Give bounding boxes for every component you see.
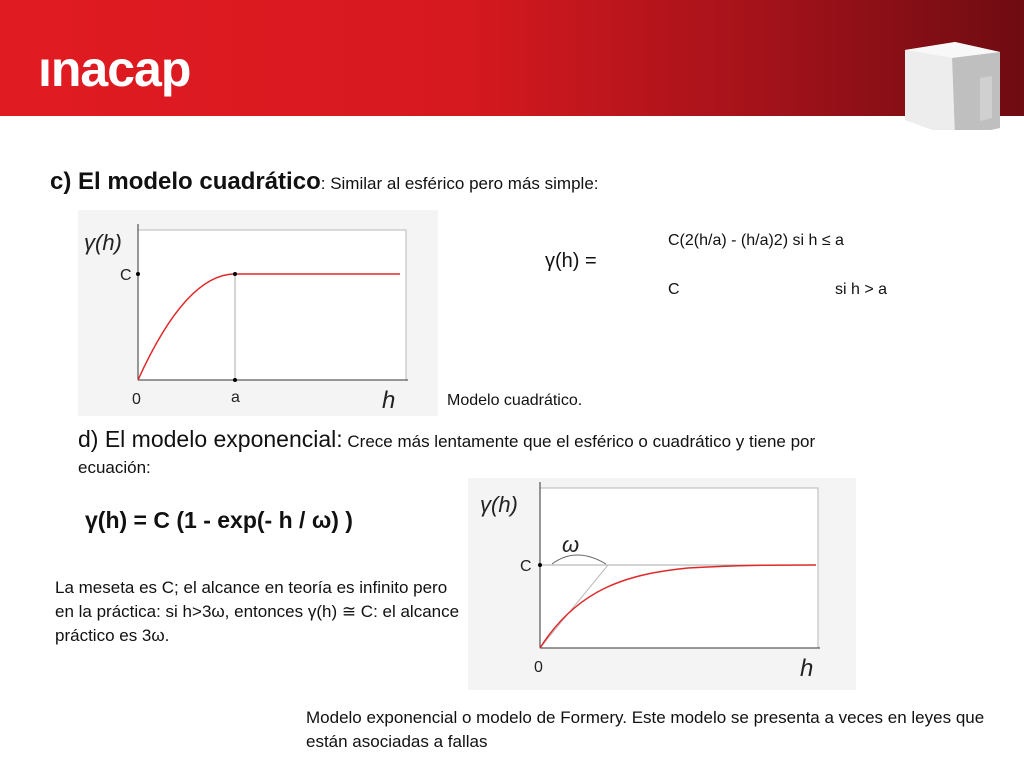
section-d-heading (78, 426, 815, 453)
origin-label: 0 (534, 659, 543, 676)
x-axis-label: h (382, 387, 396, 414)
quadratic-model-graph (78, 210, 438, 416)
exponential-caption: Modelo exponencial o modelo de Formery. Este modelo se presenta a veces en leyes que están asociadas a fallas (306, 708, 985, 751)
omega-label: ω (562, 532, 580, 557)
section-d-description: Crece más lentamente que el esférico o cuadrático y tiene por (342, 432, 816, 451)
a-axis-marker (233, 378, 237, 382)
sill-label: C (120, 267, 132, 284)
section-d-description-line2: ecuación: (78, 458, 151, 477)
section-c-description: Similar al esférico pero más simple: (325, 174, 599, 193)
header-banner (0, 0, 1024, 116)
equation-case-2-condition: si h > a (835, 281, 888, 298)
section-c-title: c) El modelo cuadrático (50, 168, 321, 195)
plot-frame (540, 488, 818, 648)
section-c-heading (50, 168, 599, 196)
section-d-title: d) El modelo exponencial: (78, 426, 343, 452)
exponential-formula: γ(h) = C (1 - exp(- h / ω) ) (85, 507, 353, 533)
exponential-model-graph (468, 478, 856, 690)
exponential-note: La meseta es C; el alcance en teoría es infinito pero en la práctica: si h>3ω, entonces γ(h) ≅ C: el alcance práctico es 3ω. (55, 578, 460, 645)
sill-label: C (520, 558, 532, 575)
origin-label: 0 (132, 391, 141, 408)
inacap-logo: ınacap (38, 41, 191, 97)
plot-frame (138, 230, 406, 380)
x-axis-label: h (800, 655, 814, 682)
y-axis-label: γ(h) (480, 492, 518, 517)
equation-case-2-value: C (668, 281, 680, 298)
equation-case-1: C(2(h/a) - (h/a)2) si h ≤ a (668, 232, 844, 249)
section-c-colon: : (320, 174, 326, 193)
range-point-marker (233, 272, 237, 276)
equation-lhs: γ(h) = (545, 250, 597, 272)
sill-marker (136, 272, 140, 276)
quadratic-caption: Modelo cuadrático. (447, 392, 583, 409)
sill-marker (538, 563, 542, 567)
y-axis-label: γ(h) (84, 230, 122, 255)
cube-decoration-icon (0, 0, 1024, 130)
range-label: a (231, 389, 240, 406)
